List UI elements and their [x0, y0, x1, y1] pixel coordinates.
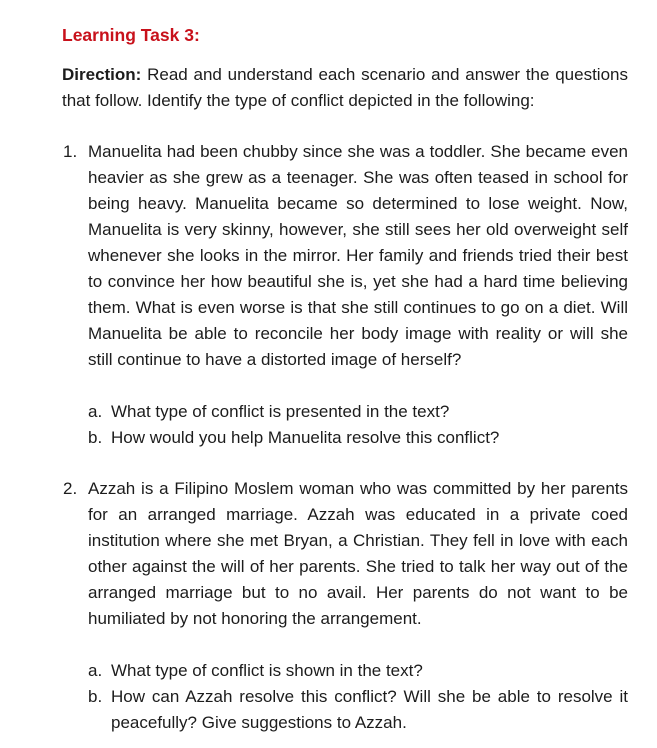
scenario-1-question-a [88, 399, 628, 425]
direction-label: Direction: [62, 65, 142, 84]
scenario-2-question-b [88, 684, 628, 736]
scenario-2-question-a-text: What type of conflict is shown in the text? [111, 661, 423, 680]
scenario-2-question-a-letter: a. [88, 661, 103, 680]
scenario-item-1 [62, 139, 628, 373]
direction-text: Read and understand each scenario and answer the questions that follow. Identify the type of conflict depicted in the following: [62, 65, 628, 110]
scenario-1-number: 1. [63, 142, 78, 161]
scenario-2-questions [88, 658, 628, 736]
scenario-1-question-b-text: How would you help Manuelita resolve this conflict? [111, 428, 500, 447]
scenario-1-question-a-text: What type of conflict is presented in the text? [111, 402, 450, 421]
scenario-2-question-b-letter: b. [88, 687, 103, 706]
page-title: Learning Task 3: [62, 25, 200, 45]
scenario-item-2 [62, 476, 628, 632]
scenario-1-question-b-letter: b. [88, 428, 103, 447]
scenario-1-text: Manuelita had been chubby since she was a toddler. She became even heavier as she grew as a teenager. She was often teased in school for being heavy. Manuelita became so determined to lose weight. Now, Manuelita is very skinny, however, she still sees her old overweight self whenever she looks in the mirror. Her family and friends tried their best to convince her how beautiful she is, yet she had a hard time believing them. What is even worse is that she still continues to go on a diet. Will Manuelita be able to reconcile her body image with reality or will she still continue to have a distorted image of herself? [88, 142, 628, 369]
scenario-1-question-a-letter: a. [88, 402, 103, 421]
scenario-2-question-a [88, 658, 628, 684]
direction-paragraph [62, 62, 628, 114]
scenario-1-question-b [88, 425, 628, 451]
scenario-1-questions [88, 399, 628, 451]
scenario-2-text: Azzah is a Filipino Moslem woman who was committed by her parents for an arranged marriage. Azzah was educated in a private coed institution where she met Bryan, a Christian. They fell in love with each other against the will of her parents. She tried to talk her way out of the arranged marriage but to no avail. Her parents do not want to be humiliated by not honoring the arrangement. [88, 479, 628, 628]
scenario-2-question-b-text: How can Azzah resolve this conflict? Will she be able to resolve it peacefully? Give suggestions to Azzah. [111, 687, 628, 732]
scenario-2-number: 2. [63, 479, 78, 498]
